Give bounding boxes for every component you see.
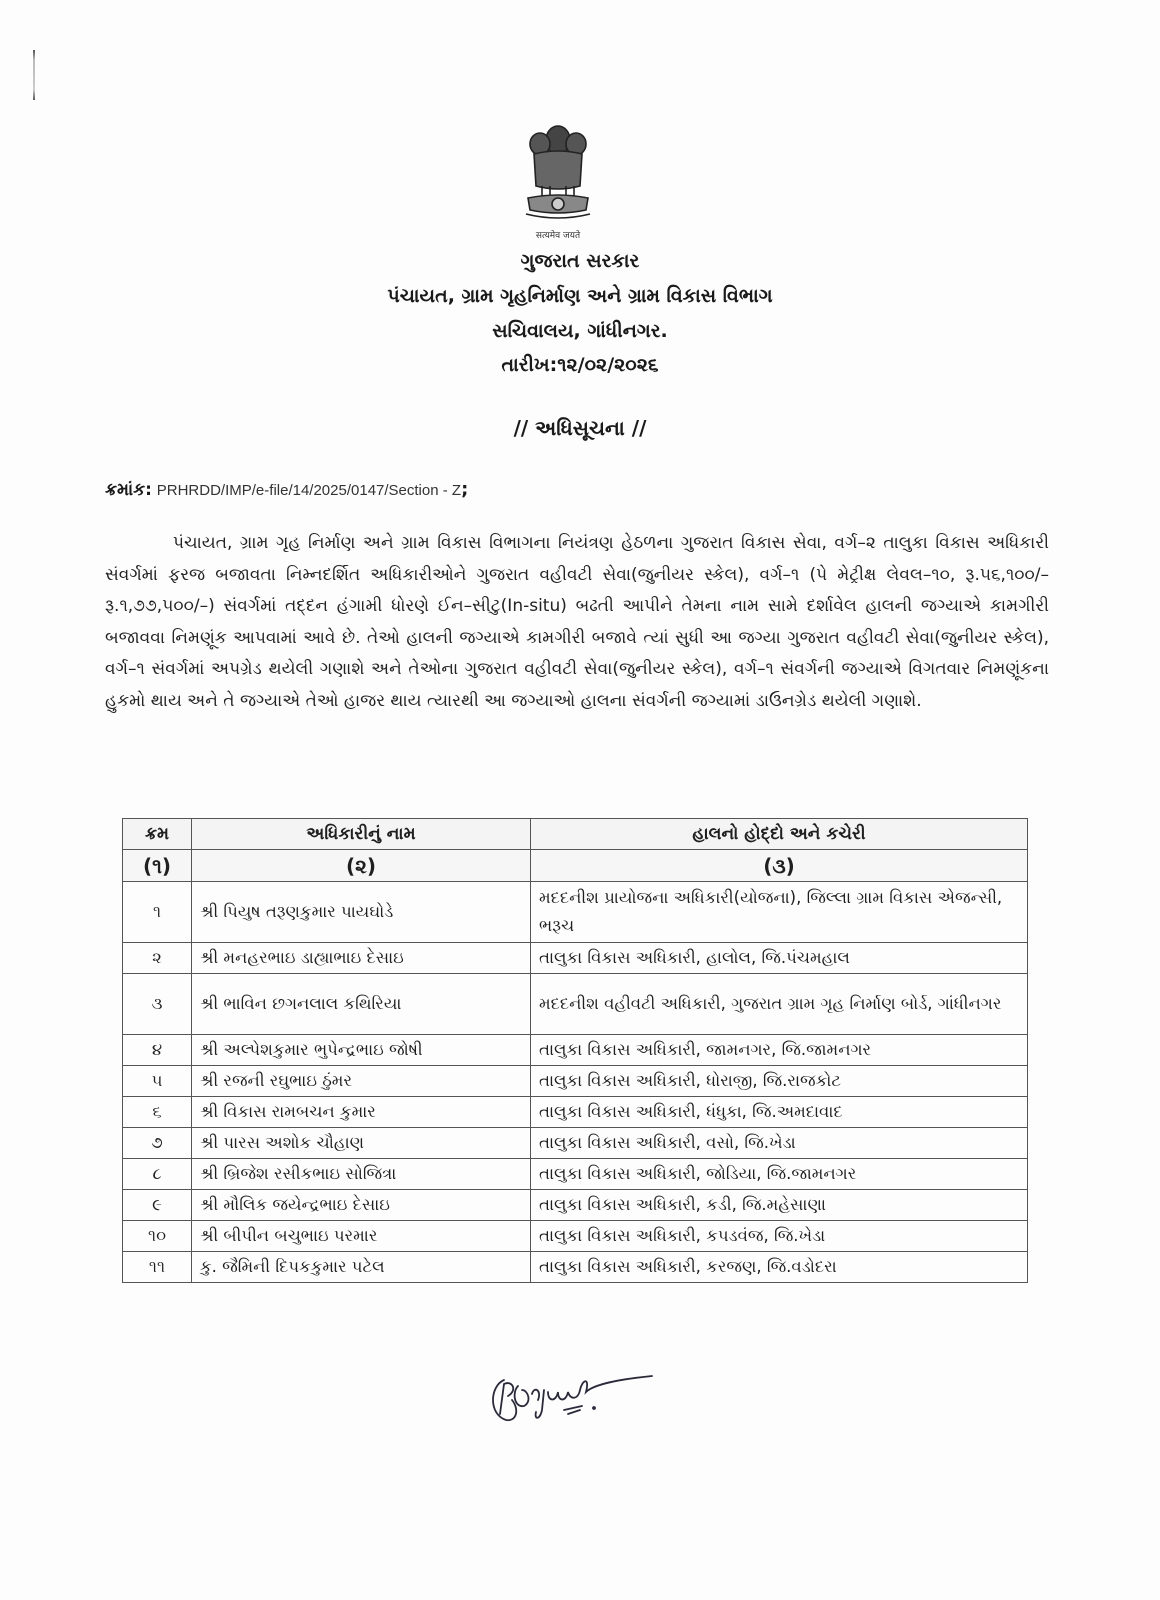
scan-margin-mark bbox=[33, 50, 35, 100]
reference-terminator: ; bbox=[461, 479, 469, 500]
row-officer-name: શ્રી પારસ અશોક ચૌહાણ bbox=[192, 1128, 531, 1159]
row-officer-name: શ્રી બીપીન બચુભાઇ પરમાર bbox=[192, 1221, 531, 1252]
signature-icon bbox=[482, 1350, 657, 1430]
column-number-2: (૨) bbox=[192, 850, 531, 882]
row-serial: ૫ bbox=[123, 1066, 192, 1097]
reference-label: ક્રમાંક: bbox=[105, 480, 152, 500]
table-row bbox=[123, 1190, 1028, 1221]
table-row bbox=[123, 1035, 1028, 1066]
column-number-row bbox=[123, 850, 1028, 882]
row-serial: ૧૧ bbox=[123, 1252, 192, 1283]
table-row bbox=[123, 974, 1028, 1035]
secretariat-address: સચિવાલય, ગાંધીનગર. bbox=[492, 320, 668, 342]
row-officer-name: શ્રી ભાવિન છગનલાલ કથિરિયા bbox=[192, 974, 531, 1035]
table-header-row bbox=[123, 819, 1028, 850]
row-officer-name: શ્રી બ્રિજેશ રસીકભાઇ સોજિત્રા bbox=[192, 1159, 531, 1190]
header-officer-name: અધિકારીનું નામ bbox=[192, 819, 531, 850]
row-post-office: તાલુકા વિકાસ અધિકારી, ધોરાજી, જિ.રાજકોટ bbox=[531, 1066, 1028, 1097]
row-post-office: તાલુકા વિકાસ અધિકારી, જોડિયા, જિ.જામનગર bbox=[531, 1159, 1028, 1190]
table-row bbox=[123, 1128, 1028, 1159]
row-officer-name: શ્રી અલ્પેશકુમાર ભુપેન્દ્રભાઇ જોષી bbox=[192, 1035, 531, 1066]
header-serial: ક્રમ bbox=[123, 819, 192, 850]
row-officer-name: શ્રી પિયુષ તરૂણકુમાર પાયઘોડે bbox=[192, 882, 531, 943]
table-row bbox=[123, 1066, 1028, 1097]
column-number-1: (૧) bbox=[123, 850, 192, 882]
table-row bbox=[123, 943, 1028, 974]
date-line: તારીખ:૧૨/૦૨/૨૦૨૬ bbox=[501, 354, 659, 376]
notification-title: // અધિસૂચના // bbox=[513, 416, 647, 440]
row-serial: ૧૦ bbox=[123, 1221, 192, 1252]
table-row bbox=[123, 1159, 1028, 1190]
row-post-office: તાલુકા વિકાસ અધિકારી, કપડવંજ, જિ.ખેડા bbox=[531, 1221, 1028, 1252]
row-serial: ૬ bbox=[123, 1097, 192, 1128]
row-officer-name: શ્રી વિકાસ રામબચન કુમાર bbox=[192, 1097, 531, 1128]
row-post-office: મદદનીશ પ્રાયોજના અધિકારી(યોજના), જિલ્લા ગ્રામ વિકાસ એજન્સી, ભરૂચ bbox=[531, 882, 1028, 943]
row-serial: ૨ bbox=[123, 943, 192, 974]
government-name: ગુજરાત સરકાર bbox=[520, 250, 640, 272]
row-post-office: તાલુકા વિકાસ અધિકારી, કરજણ, જિ.વડોદરા bbox=[531, 1252, 1028, 1283]
row-officer-name: કુ. જૈમિની દિપકકુમાર પટેલ bbox=[192, 1252, 531, 1283]
reference-value: PRHRDD/IMP/e-file/14/2025/0147/Section - Z bbox=[156, 482, 462, 499]
row-serial: ૯ bbox=[123, 1190, 192, 1221]
reference-number bbox=[105, 479, 468, 500]
row-serial: ૪ bbox=[123, 1035, 192, 1066]
row-post-office: તાલુકા વિકાસ અધિકારી, ધંધુકા, જિ.અમદાવાદ bbox=[531, 1097, 1028, 1128]
department-name: પંચાયત, ગ્રામ ગૃહનિર્માણ અને ગ્રામ વિકાસ વિભાગ bbox=[387, 285, 773, 307]
table-row bbox=[123, 882, 1028, 943]
header-post-office: હાલનો હોદ્દો અને કચેરી bbox=[531, 819, 1028, 850]
column-number-3: (૩) bbox=[531, 850, 1028, 882]
table-row bbox=[123, 1252, 1028, 1283]
row-post-office: તાલુકા વિકાસ અધિકારી, વસો, જિ.ખેડા bbox=[531, 1128, 1028, 1159]
row-post-office: તાલુકા વિકાસ અધિકારી, હાલોલ, જિ.પંચમહાલ bbox=[531, 943, 1028, 974]
row-officer-name: શ્રી મનહરભાઇ ડાહ્યાભાઇ દેસાઇ bbox=[192, 943, 531, 974]
row-post-office: તાલુકા વિકાસ અધિકારી, જામનગર, જિ.જામનગર bbox=[531, 1035, 1028, 1066]
emblem-motto: सत्यमेव जयते bbox=[535, 231, 581, 241]
officers-table bbox=[122, 818, 1028, 1283]
row-post-office: તાલુકા વિકાસ અધિકારી, કડી, જિ.મહેસાણા bbox=[531, 1190, 1028, 1221]
row-serial: ૧ bbox=[123, 882, 192, 943]
notification-body bbox=[105, 528, 1049, 717]
row-serial: ૭ bbox=[123, 1128, 192, 1159]
row-serial: ૮ bbox=[123, 1159, 192, 1190]
row-officer-name: શ્રી રજની રઘુભાઇ ઠુંમર bbox=[192, 1066, 531, 1097]
table-row bbox=[123, 1221, 1028, 1252]
body-paragraph: પંચાયત, ગ્રામ ગૃહ નિર્માણ અને ગ્રામ વિકાસ વિભાગના નિયંત્રણ હેઠળના ગુજરાત વિકાસ સેવા, વર્ગ–૨ તાલુકા વિકાસ અધિકારી સંવર્ગમાં ફરજ બજાવતા નિમ્નદર્શિત અધિકારીઓને ગુજરાત વહીવટી સેવા(જુનીયર સ્કેલ), વર્ગ–૧ (પે મેટ્રીક્ષ લેવલ–૧૦, રૂ.૫૬,૧૦૦/–રૂ.૧,૭૭,૫૦૦/–) સંવર્ગમાં તદ્દન હંગામી ધોરણે ઈન–સીટુ(In-situ) બઢતી આપીને તેમના નામ સામે દર્શાવેલ હાલની જગ્યાએ કામગીરી બજાવવા નિમણૂંક આપવામાં આવે છે. તેઓ હાલની જગ્યાએ કામગીરી બજાવે ત્યાં સુધી આ જગ્યા ગુજરાત વહીવટી સેવા(જુનીયર સ્કેલ), વર્ગ–૧ સંવર્ગમાં અપગ્રેડ થયેલી ગણાશે અને તેઓના ગુજરાત વહીવટી સેવા(જુનીયર સ્કેલ), વર્ગ–૧ સંવર્ગની જગ્યાએ વિગતવાર નિમણૂંકના હુકમો થાય અને તે જગ્યાએ તેઓ હાજર થાય ત્યારથી આ જગ્યાઓ હાલના સંવર્ગની જગ્યામાં ડાઉનગ્રેડ થયેલી ગણાશે. bbox=[105, 533, 1049, 711]
row-officer-name: શ્રી મૌલિક જયેન્દ્રભાઇ દેસાઇ bbox=[192, 1190, 531, 1221]
row-post-office: મદદનીશ વહીવટી અધિકારી, ગુજરાત ગ્રામ ગૃહ નિર્માણ બોર્ડ, ગાંધીનગર bbox=[531, 974, 1028, 1035]
table-row bbox=[123, 1097, 1028, 1128]
national-emblem-icon bbox=[520, 118, 596, 228]
row-serial: ૩ bbox=[123, 974, 192, 1035]
